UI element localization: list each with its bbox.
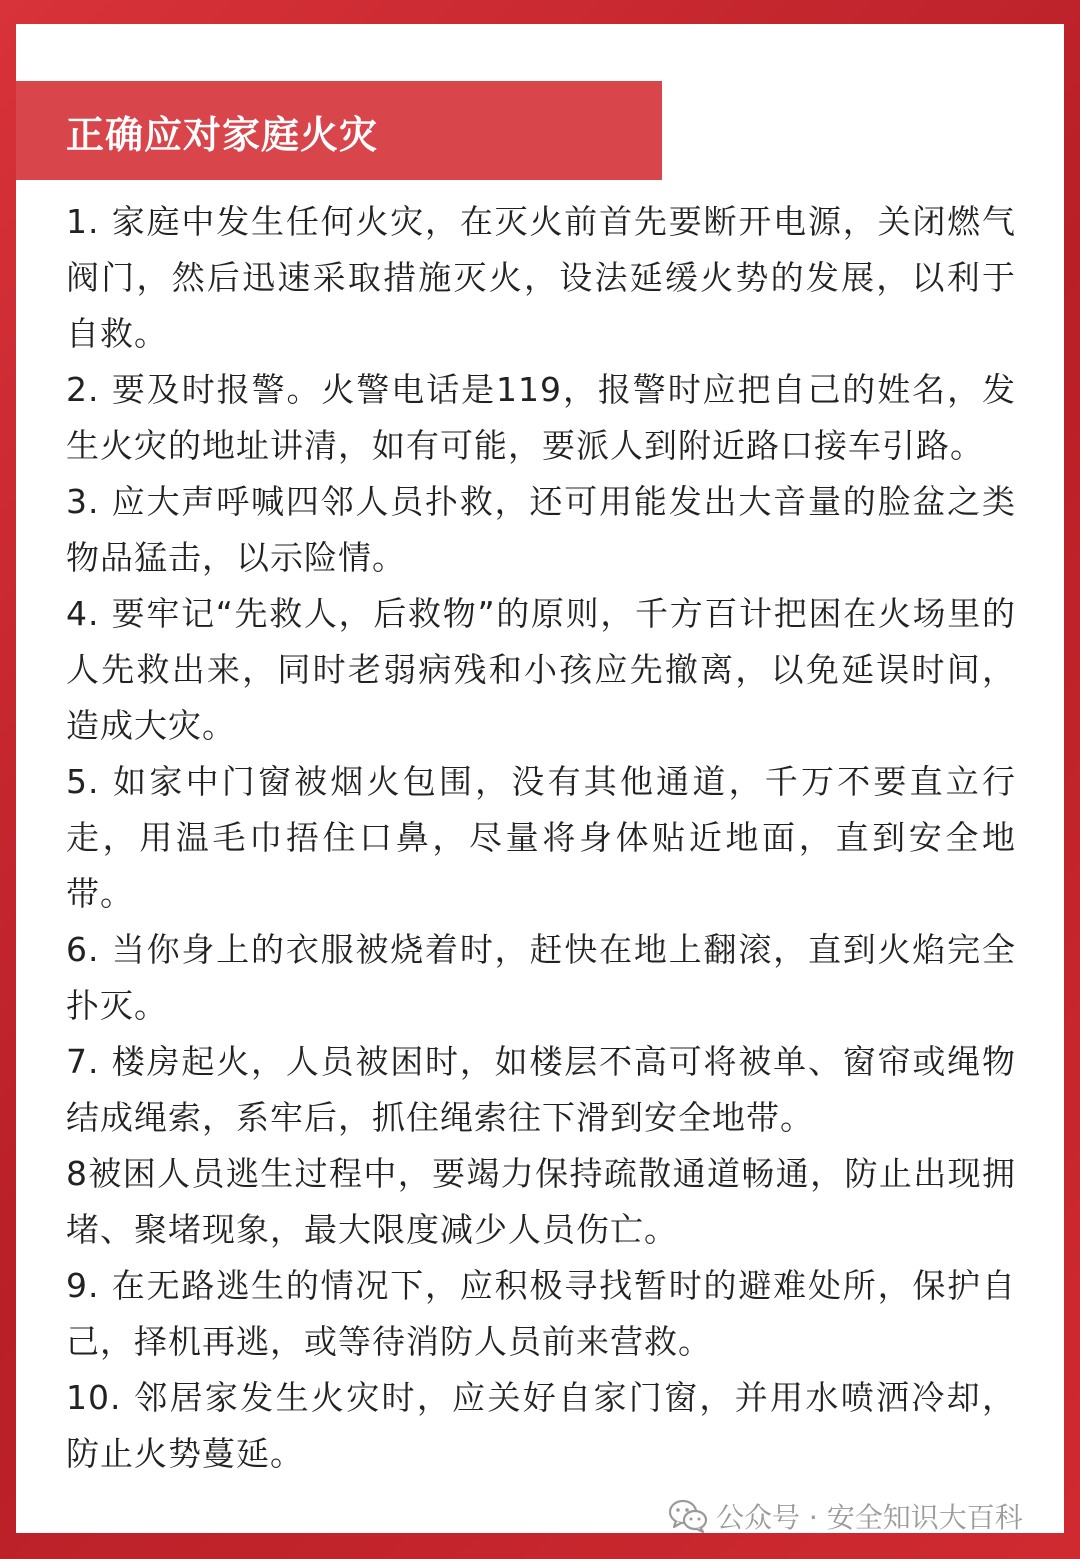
list-item: 8被困人员逃生过程中，要竭力保持疏散通道畅通，防止出现拥堵、聚堵现象，最大限度减少人员伤亡。 [66,1154,1016,1249]
tips-list [66,194,1016,1482]
list-item: 2. 要及时报警。火警电话是119，报警时应把自己的姓名，发生火灾的地址讲清，如有可能，要派人到附近路口接车引路。 [66,370,1016,465]
list-item: 4. 要牢记“先救人，后救物”的原则，千方百计把困在火场里的人先救出来，同时老弱病残和小孩应先撤离，以免延误时间，造成大灾。 [66,594,1016,745]
list-item: 3. 应大声呼喊四邻人员扑救，还可用能发出大音量的脸盆之类物品猛击，以示险情。 [66,482,1016,577]
watermark [668,1494,1023,1538]
list-item: 10. 邻居家发生火灾时，应关好自家门窗，并用水喷洒冷却，防止火势蔓延。 [66,1378,1016,1473]
list-item: 6. 当你身上的衣服被烧着时，赶快在地上翻滚，直到火焰完全扑灭。 [66,930,1016,1025]
wechat-icon [668,1499,708,1533]
list-item: 7. 楼房起火，人员被困时，如楼层不高可将被单、窗帘或绳物结成绳索，系牢后，抓住绳索往下滑到安全地带。 [66,1042,1016,1137]
watermark-text: 公众号 · 安全知识大百科 [716,1501,1023,1534]
list-item: 9. 在无路逃生的情况下，应积极寻找暂时的避难处所，保护自己，择机再逃，或等待消防人员前来营救。 [66,1266,1016,1361]
list-item: 5. 如家中门窗被烟火包围，没有其他通道，千万不要直立行走，用温毛巾捂住口鼻，尽量将身体贴近地面，直到安全地带。 [66,762,1016,913]
list-item: 1. 家庭中发生任何火灾，在灭火前首先要断开电源，关闭燃气阀门，然后迅速采取措施灭火，设法延缓火势的发展，以利于自救。 [66,202,1016,353]
page-title: 正确应对家庭火灾 [66,113,379,157]
